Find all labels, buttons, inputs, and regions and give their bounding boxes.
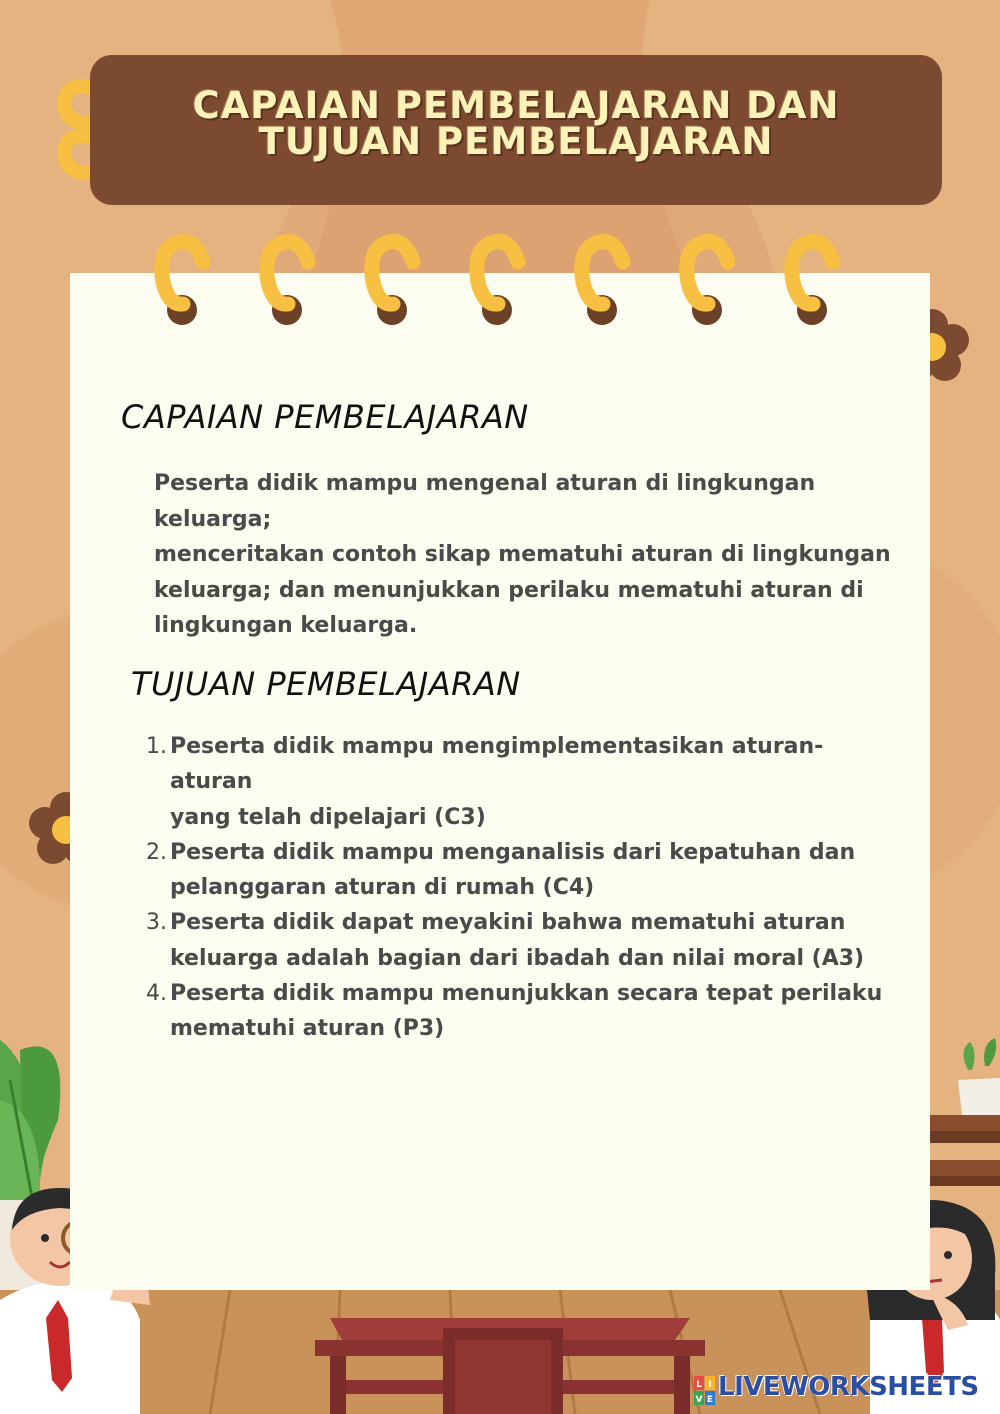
page-title-line-1: CAPAIAN PEMBELAJARAN DAN: [192, 84, 840, 127]
logo-letter: V: [695, 1395, 703, 1405]
capaian-line: lingkungan keluarga.: [154, 613, 418, 638]
tujuan-list: [140, 729, 900, 1047]
list-item-line: Peserta didik dapat meyakini bahwa mematuhi aturan: [170, 910, 846, 936]
tujuan-heading: TUJUAN PEMBELAJARAN: [131, 665, 521, 703]
liveworksheets-watermark[interactable]: LIVEWORKSHEETS: [718, 1372, 979, 1402]
list-item-line: Peserta didik mampu mengimplementasikan aturan-aturan: [170, 734, 824, 795]
list-item-line: Peserta didik mampu menganalisis dari kepatuhan dan: [170, 839, 856, 865]
spiral-binding: [0, 0, 1000, 340]
list-item: [140, 905, 900, 976]
logo-letter: I: [708, 1380, 712, 1390]
list-item-line: yang telah dipelajari (C3): [170, 804, 486, 830]
logo-letter: E: [706, 1395, 714, 1405]
liveworksheets-logo-icon[interactable]: [694, 1376, 716, 1406]
binder-ring: [687, 241, 728, 304]
capaian-line: Peserta didik mampu mengenal aturan di lingkungan keluarga;: [154, 471, 816, 532]
list-item-line: keluarga adalah bagian dari ibadah dan nilai moral (A3): [170, 945, 865, 971]
list-item-number: 3.: [146, 910, 167, 936]
binder-ring: [582, 241, 623, 304]
list-item: [140, 835, 900, 906]
list-item-line: mematuhi aturan (P3): [170, 1016, 445, 1042]
capaian-heading: CAPAIAN PEMBELAJARAN: [121, 398, 529, 436]
list-item-line: pelanggaran aturan di rumah (C4): [170, 875, 595, 901]
binder-ring: [792, 241, 833, 304]
list-item-number: 2.: [146, 839, 167, 865]
binder-ring: [267, 241, 308, 304]
binder-ring: [372, 241, 413, 304]
list-item: [140, 976, 900, 1047]
capaian-line: keluarga; dan menunjukkan perilaku mematuhi aturan di: [154, 577, 864, 603]
binder-ring: [477, 241, 518, 304]
list-item-number: 4.: [146, 981, 167, 1007]
page-title-line-2: TUJUAN PEMBELAJARAN: [258, 120, 774, 163]
capaian-line: menceritakan contoh sikap mematuhi aturan di lingkungan: [154, 542, 891, 567]
capaian-paragraph: [154, 466, 914, 644]
list-item: [140, 729, 900, 835]
binder-ring: [162, 241, 203, 304]
list-item-line: Peserta didik mampu menunjukkan secara tepat perilaku: [170, 981, 883, 1007]
list-item-number: 1.: [146, 734, 167, 759]
logo-letter: L: [696, 1380, 702, 1390]
